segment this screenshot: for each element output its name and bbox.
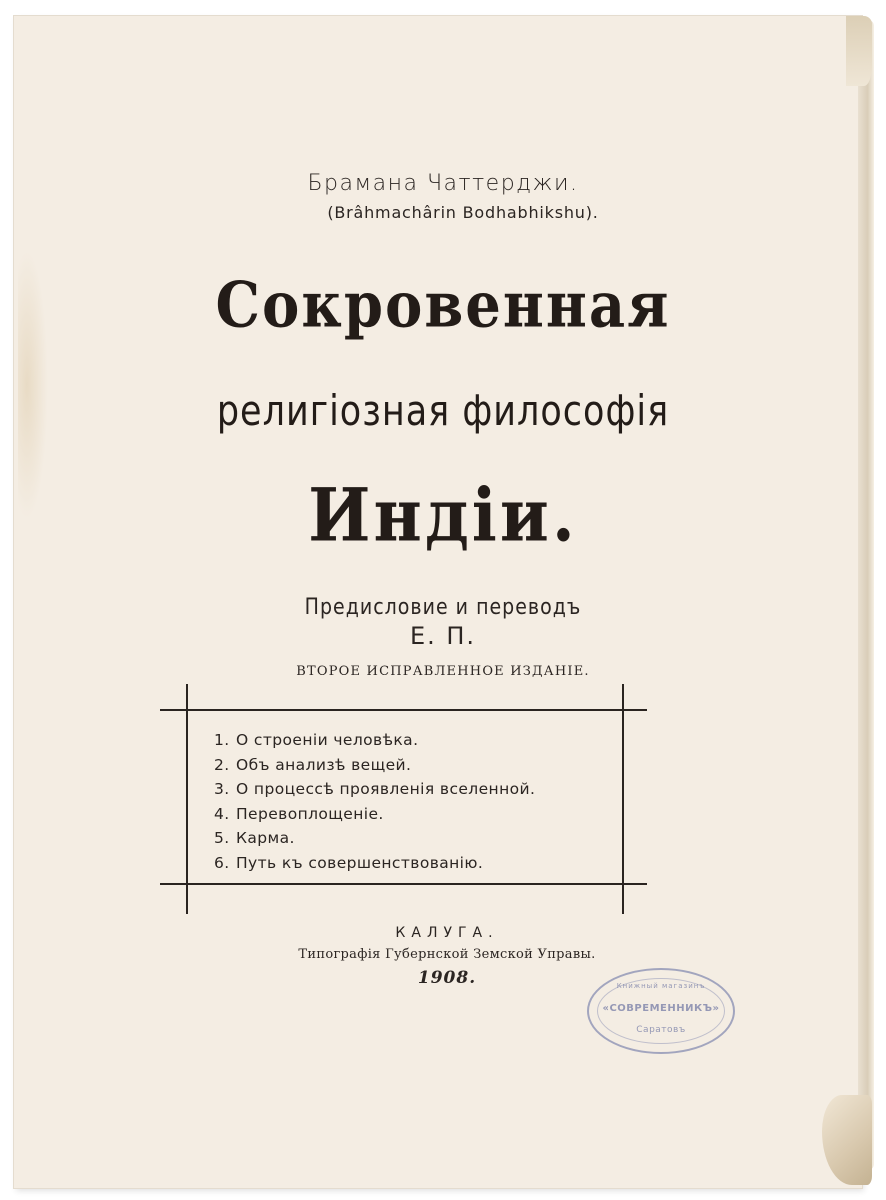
title-line-1: Сокровенная bbox=[215, 268, 671, 342]
edition-label: ВТОРОЕ ИСПРАВЛЕННОЕ ИЗДАНIЕ. bbox=[296, 664, 590, 679]
contents-frame-bottom bbox=[160, 883, 647, 885]
title-line-3: Индiи. bbox=[308, 472, 578, 558]
list-item bbox=[214, 826, 535, 851]
contents-list bbox=[214, 728, 535, 875]
item-number: 6. bbox=[214, 853, 230, 872]
item-number: 1. bbox=[214, 731, 230, 749]
contents-frame-left bbox=[186, 684, 188, 914]
translator-initials: Е. П. bbox=[409, 622, 477, 650]
bookseller-stamp bbox=[587, 968, 735, 1054]
item-number: 4. bbox=[214, 804, 230, 823]
item-number: 3. bbox=[214, 780, 230, 798]
item-number: 5. bbox=[214, 829, 230, 847]
author-name: Брамана Чаттерджи. bbox=[307, 171, 579, 196]
list-item bbox=[214, 753, 535, 778]
stamp-center-text: «СОВРЕМЕННИКЪ» bbox=[602, 1003, 720, 1014]
list-item bbox=[214, 851, 535, 876]
stamp-bottom-text: Саратовъ bbox=[636, 1025, 686, 1035]
list-item bbox=[214, 777, 535, 802]
item-text: Объ анализѣ вещей. bbox=[236, 755, 412, 774]
author-latin-name: (Brâhmachârin Bodhabhikshu). bbox=[327, 203, 599, 222]
imprint-press: Типографiя Губернской Земской Управы. bbox=[298, 947, 596, 962]
item-number: 2. bbox=[214, 755, 230, 774]
item-text: О процессѣ проявленiя вселенной. bbox=[236, 780, 536, 798]
list-item bbox=[214, 802, 535, 827]
contents-frame-right bbox=[622, 684, 624, 914]
item-text: Перевоплощенiе. bbox=[236, 804, 384, 823]
item-text: Путь къ совершенствованiю. bbox=[236, 853, 484, 872]
list-item bbox=[214, 728, 535, 753]
page-corner-top bbox=[846, 16, 872, 86]
item-text: О строенiи человѣка. bbox=[236, 731, 419, 749]
item-text: Карма. bbox=[236, 829, 295, 847]
stamp-top-text: Книжный магазинъ bbox=[616, 982, 706, 990]
imprint-year: 1908. bbox=[417, 968, 477, 988]
title-line-2: религiозная философiя bbox=[216, 388, 670, 436]
imprint-city: КАЛУГА. bbox=[395, 925, 499, 941]
foreword-translation-label: Предисловие и переводъ bbox=[304, 594, 582, 620]
contents-frame-top bbox=[160, 709, 647, 711]
